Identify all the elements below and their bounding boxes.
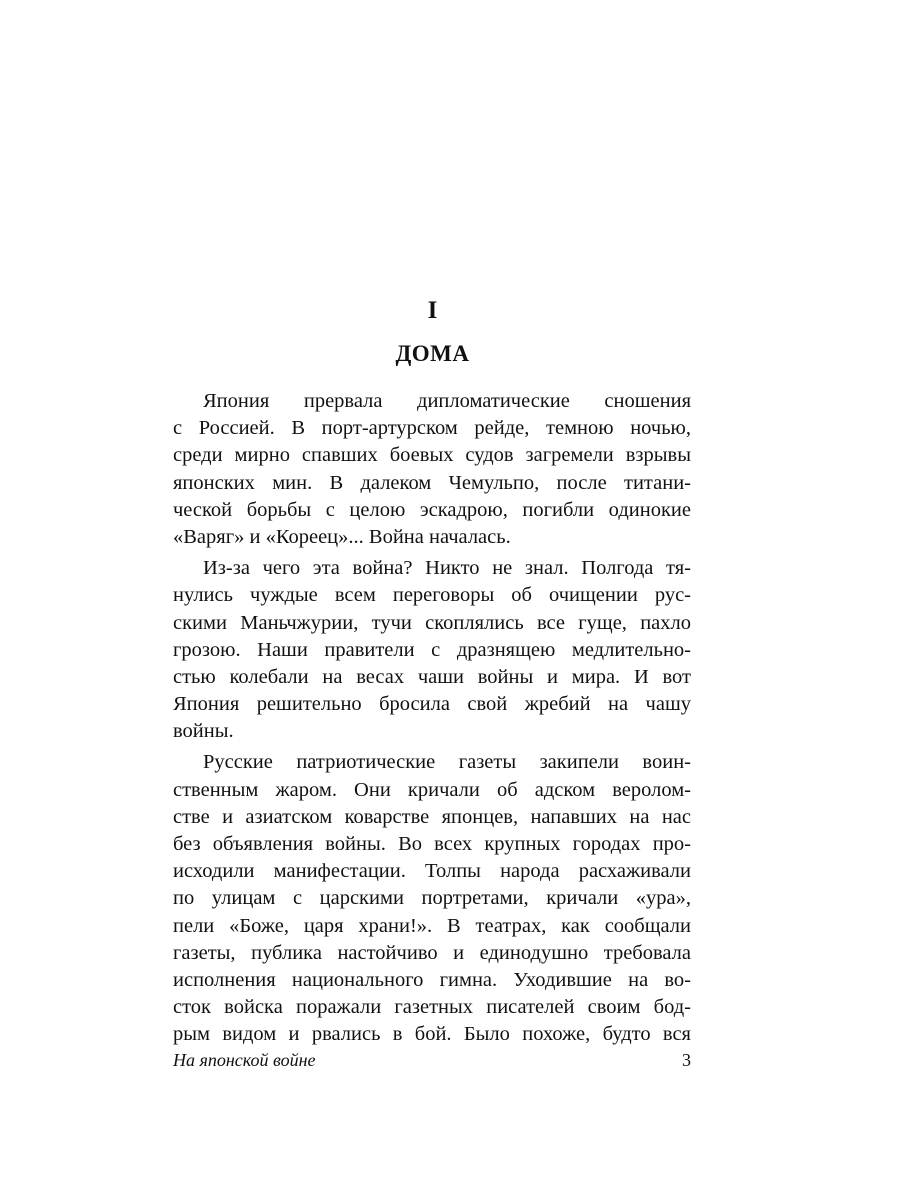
text-line: исходили манифестации. Толпы народа расхаживали: [173, 860, 691, 883]
text-line: скими Маньчжурии, тучи скоплялись все гуще, пахло: [173, 611, 691, 634]
text-line: стве и азиатском коварстве японцев, напавших на нас: [173, 805, 691, 828]
text-line: исполнения национального гимна. Уходившие на во-: [173, 968, 691, 991]
text-line: Русские патриотические газеты закипели воин-: [203, 751, 691, 774]
text-line: японских мин. В далеком Чемульпо, после титани-: [173, 471, 691, 494]
paragraph-3: [173, 749, 691, 1048]
paragraph-1: [173, 388, 691, 551]
chapter-title: ДОМА: [395, 341, 470, 366]
page-number: 3: [682, 1050, 691, 1070]
text-line: «Варяг» и «Кореец»... Война началась.: [173, 525, 511, 548]
text-line: ческой борьбы с целою эскадрою, погибли одинокие: [173, 498, 691, 521]
text-line: газеты, публика настойчиво и единодушно требовала: [173, 941, 691, 964]
text-line: стью колебали на весах чаши войны и мира. И вот: [173, 665, 691, 688]
text-line: Япония прервала дипломатические сношения: [203, 390, 691, 412]
text-line: с Россией. В порт-артурском рейде, темною ночью,: [173, 417, 691, 440]
chapter-number: I: [427, 297, 438, 324]
text-line: без объявления войны. Во всех крупных городах про-: [173, 833, 691, 855]
text-line: по улицам с царскими портретами, кричали «ура»,: [173, 887, 691, 910]
paragraph-2: [173, 555, 691, 745]
text-line: ственным жаром. Они кричали об адском веролом-: [173, 778, 691, 801]
text-line: Из-за чего эта война? Никто не знал. Полгода тя-: [203, 557, 691, 580]
text-line: Япония решительно бросила свой жребий на чашу: [173, 693, 691, 716]
text-line: сток войска поражали газетных писателей своим бод-: [173, 996, 691, 1019]
text-line: нулись чуждые всем переговоры об очищении рус-: [173, 584, 691, 607]
text-line: войны.: [173, 720, 234, 743]
running-title: На японской войне: [173, 1050, 316, 1070]
text-line: грозою. Наши правители с дразнящею медлительно-: [173, 638, 691, 661]
text-line: рым видом и рвались в бой. Было похоже, будто вся: [173, 1023, 691, 1046]
text-line: пели «Боже, царя храни!». В театрах, как сообщали: [173, 914, 691, 937]
text-line: среди мирно спавших боевых судов загремели взрывы: [173, 444, 691, 467]
body-text: [173, 388, 691, 1053]
